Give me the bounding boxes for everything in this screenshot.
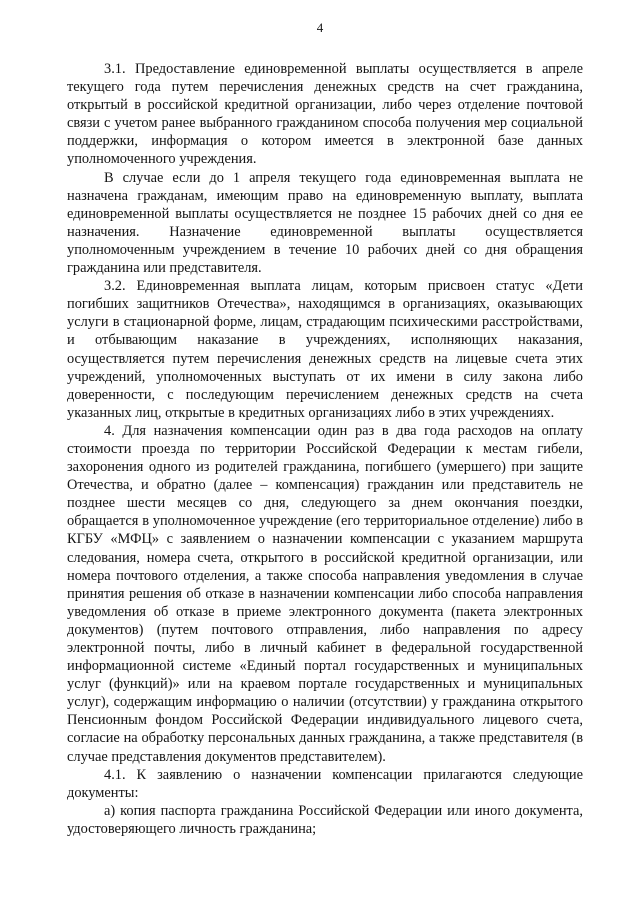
document-body	[67, 60, 583, 838]
page-number: 4	[316, 20, 324, 35]
paragraph-3-1: 3.1. Предоставление единовременной выплаты осуществляется в апреле текущего года путем перечисления денежных средств на счет гражданина, открытый в российской кредитной организации, либо через отделение почтовой связи с учетом ранее выбранного гражданином способа получения мер социальной поддержки, информация о котором имеется в электронной базе данных уполномоченного учреждения.	[67, 61, 583, 168]
paragraph-3-2: 3.2. Единовременная выплата лицам, которым присвоен статус «Дети погибших защитников Отечества», находящимся в организациях, оказывающих услуги в стационарной форме, лицам, страдающим психическими расстройствами, и отбывающим наказание в учреждениях, исполняющих наказания, осуществляется путем перечисления денежных средств на лицевые счета этих учреждений, уполномоченных выступать от их имени в силу закона либо доверенности, с последующим перечислением денежных средств на счета указанных лиц, открытые в кредитных организациях либо в этих учреждениях.	[67, 278, 583, 421]
paragraph-4-1-a: а) копия паспорта гражданина Российской Федерации или иного документа, удостоверяющего личность гражданина;	[67, 802, 583, 837]
paragraph-3-1-deadline: В случае если до 1 апреля текущего года единовременная выплата не назначена гражданам, имеющим право на единовременную выплату, выплата единовременной выплаты осуществляется не позднее 15 рабочих дней со дня ее назначения. Назначение единовременной выплаты осуществляется уполномоченным учреждением в течение 10 рабочих дней со дня обращения гражданина или представителя.	[67, 169, 583, 277]
paragraph-4-1: 4.1. К заявлению о назначении компенсации прилагаются следующие документы:	[67, 766, 583, 801]
paragraph-4: 4. Для назначения компенсации один раз в два года расходов на оплату стоимости проезда по территории Российской Федерации к местам гибели, захоронения одного из родителей гражданина, погибшего (умершего) при защите Отечества, и обратно (далее – компенсация) гражданин или представитель не позднее шести месяцев со дня, следующего за днем окончания поездки, обращается в уполномоченное учреждение (его территориальное отделение) либо в КГБУ «МФЦ» с заявлением о назначении компенсации с указанием маршрута следования, номера счета, открытого в российской кредитной организации, или номера почтового отделения, а также способа направления уведомления в случае принятия решения об отказе в назначении компенсации либо способа направления уведомления об отказе в приеме электронного документа (пакета электронных документов) (путем почтового отправления, либо направления по адресу электронной почты, либо в личный кабинет в федеральной государственной информационной системе «Единый портал государственных и муниципальных услуг (функций)» или на краевом портале государственных и муниципальных услуг), содержащим информацию о наличии (отсутствии) у гражданина открытого Пенсионным фондом Российской Федерации индивидуального лицевого счета, согласие на обработку персональных данных гражданина, а также представителя (в случае представления документов представителем).	[67, 422, 583, 765]
